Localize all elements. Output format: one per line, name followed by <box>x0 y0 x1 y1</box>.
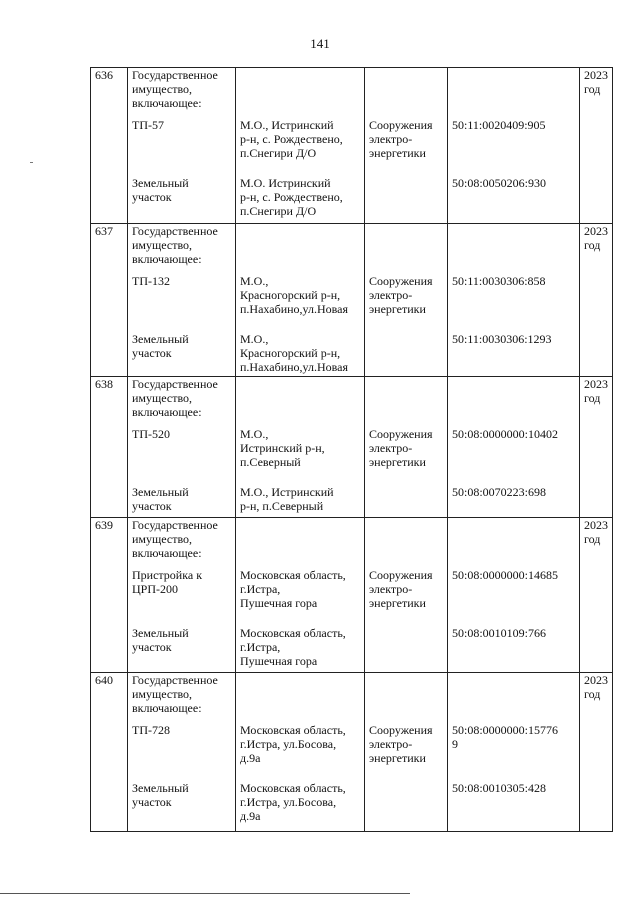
item-name <box>132 118 231 132</box>
text-line: 2023 <box>584 224 608 238</box>
text-line: Московская область, <box>240 568 346 582</box>
item-name <box>132 723 231 737</box>
item-address <box>240 723 360 765</box>
item-cadastral <box>452 781 575 795</box>
group-header <box>132 518 218 560</box>
text-line: Государственное <box>132 673 218 687</box>
text-line: включающее: <box>132 701 202 715</box>
year-cell <box>580 518 613 673</box>
text-line: участок <box>132 640 172 654</box>
text-line: включающее: <box>132 405 202 419</box>
item-name <box>132 485 231 513</box>
text-line: энергетики <box>369 596 426 610</box>
text-line: имущество, <box>132 391 193 405</box>
text-line: д.9а <box>240 751 261 765</box>
item-type <box>369 118 443 160</box>
address-cell <box>236 224 365 377</box>
text-line: Пушечная гора <box>240 596 318 610</box>
text-line: Земельный <box>132 781 189 795</box>
item-cadastral <box>452 568 575 582</box>
text-line: электро- <box>369 441 413 455</box>
text-line: 50:11:0030306:1293 <box>452 332 552 346</box>
text-line: электро- <box>369 132 413 146</box>
address-cell <box>236 673 365 832</box>
text-line: энергетики <box>369 146 426 160</box>
address-cell <box>236 377 365 518</box>
year-cell <box>580 377 613 518</box>
row-number: 640 <box>91 673 128 832</box>
text-line: 50:08:0010109:766 <box>452 626 547 640</box>
page-number: 141 <box>310 36 330 51</box>
text-line: Земельный <box>132 332 189 346</box>
item-type <box>369 723 443 765</box>
item-cadastral <box>452 427 575 441</box>
text-line: г.Истра, <box>240 582 281 596</box>
item-address <box>240 332 360 374</box>
text-line: Государственное <box>132 68 218 82</box>
text-line: Государственное <box>132 518 218 532</box>
text-line: год <box>584 391 601 405</box>
text-line: Земельный <box>132 626 189 640</box>
text-line: энергетики <box>369 302 426 316</box>
text-line: ТП-728 <box>132 723 170 737</box>
text-line: 2023 <box>584 673 608 687</box>
item-name-cell <box>128 224 236 377</box>
text-line: участок <box>132 346 172 360</box>
text-line: электро- <box>369 737 413 751</box>
text-line: Истринский р-н, <box>240 441 325 455</box>
text-line: 50:08:0000000:14685 <box>452 568 559 582</box>
text-line: энергетики <box>369 751 426 765</box>
year-cell <box>580 673 613 832</box>
item-address <box>240 427 360 469</box>
text-line: 50:08:0000000:15776 <box>452 723 559 737</box>
text-line: п.Нахабино,ул.Новая <box>240 302 349 316</box>
item-name <box>132 781 231 809</box>
table-row <box>91 518 613 673</box>
cadastral-cell <box>448 377 580 518</box>
text-line: 50:11:0020409:905 <box>452 118 546 132</box>
text-line: г.Истра, <box>240 640 281 654</box>
item-name-cell <box>128 673 236 832</box>
text-line: Государственное <box>132 377 218 391</box>
item-cadastral <box>452 274 575 288</box>
text-line: п.Северный <box>240 455 301 469</box>
text-line: Сооружения <box>369 427 433 441</box>
item-name <box>132 427 231 441</box>
cadastral-cell <box>448 518 580 673</box>
row-number: 639 <box>91 518 128 673</box>
text-line: М.О., <box>240 274 269 288</box>
text-line: Красногорский р-н, <box>240 288 341 302</box>
text-line: 2023 <box>584 518 608 532</box>
item-cadastral <box>452 723 575 751</box>
item-address <box>240 118 360 160</box>
year-cell <box>580 224 613 377</box>
row-number: 637 <box>91 224 128 377</box>
text-line: 50:08:0010305:428 <box>452 781 547 795</box>
text-line: М.О., Истринский <box>240 485 334 499</box>
text-line: имущество, <box>132 687 193 701</box>
text-line: Московская область, <box>240 626 346 640</box>
text-line: 9 <box>452 737 458 751</box>
item-name <box>132 568 231 596</box>
text-line: год <box>584 687 601 701</box>
item-type <box>369 427 443 469</box>
text-line: электро- <box>369 288 413 302</box>
text-line: М.О., <box>240 332 269 346</box>
text-line: п.Снегири Д/О <box>240 146 317 160</box>
text-line: г.Истра, ул.Босова, <box>240 737 337 751</box>
text-line: 50:08:0070223:698 <box>452 485 547 499</box>
item-name <box>132 332 231 360</box>
type-cell <box>365 673 448 832</box>
item-cadastral <box>452 118 575 132</box>
text-line: М.О. Истринский <box>240 176 331 190</box>
text-line: М.О., Истринский <box>240 118 334 132</box>
text-line: Пристройка к <box>132 568 203 582</box>
item-name <box>132 626 231 654</box>
text-line: р-н, с. Рождествено, <box>240 132 343 146</box>
type-cell <box>365 224 448 377</box>
item-name-cell <box>128 377 236 518</box>
group-header <box>132 68 218 110</box>
table-row <box>91 377 613 518</box>
cadastral-cell <box>448 224 580 377</box>
text-line: ТП-132 <box>132 274 170 288</box>
table-row <box>91 224 613 377</box>
text-line: включающее: <box>132 96 202 110</box>
text-line: участок <box>132 190 172 204</box>
text-line: включающее: <box>132 546 202 560</box>
text-line: электро- <box>369 582 413 596</box>
item-address <box>240 781 360 823</box>
text-line: ТП-57 <box>132 118 164 132</box>
item-cadastral <box>452 332 575 346</box>
item-name <box>132 176 231 204</box>
item-cadastral <box>452 626 575 640</box>
row-number: 636 <box>91 68 128 224</box>
text-line: ТП-520 <box>132 427 170 441</box>
text-line: М.О., <box>240 427 269 441</box>
text-line: имущество, <box>132 532 193 546</box>
text-line: Московская область, <box>240 781 346 795</box>
text-line: Сооружения <box>369 723 433 737</box>
item-type <box>369 568 443 610</box>
text-line: 2023 <box>584 68 608 82</box>
bottom-rule <box>0 893 410 894</box>
text-line: д.9а <box>240 809 261 823</box>
text-line: Пушечная гора <box>240 654 318 668</box>
text-line: Сооружения <box>369 274 433 288</box>
text-line: 50:08:0050206:930 <box>452 176 547 190</box>
text-line: участок <box>132 499 172 513</box>
text-line: энергетики <box>369 455 426 469</box>
item-cadastral <box>452 485 575 499</box>
item-type <box>369 274 443 316</box>
item-address <box>240 176 360 218</box>
group-header <box>132 224 218 266</box>
text-line: Земельный <box>132 176 189 190</box>
text-line: имущество, <box>132 82 193 96</box>
text-line: р-н, п.Северный <box>240 499 324 513</box>
scan-mark <box>30 162 33 163</box>
text-line: п.Нахабино,ул.Новая <box>240 360 349 374</box>
address-cell <box>236 68 365 224</box>
table-row <box>91 68 613 224</box>
item-address <box>240 485 360 513</box>
year-cell <box>580 68 613 224</box>
text-line: включающее: <box>132 252 202 266</box>
text-line: год <box>584 82 601 96</box>
type-cell <box>365 518 448 673</box>
item-address <box>240 274 360 316</box>
group-header <box>132 377 218 419</box>
table-row <box>91 673 613 832</box>
text-line: ЦРП-200 <box>132 582 179 596</box>
text-line: Красногорский р-н, <box>240 346 341 360</box>
item-address <box>240 626 360 668</box>
cadastral-cell <box>448 68 580 224</box>
text-line: Государственное <box>132 224 218 238</box>
item-address <box>240 568 360 610</box>
text-line: г.Истра, ул.Босова, <box>240 795 337 809</box>
text-line: Сооружения <box>369 568 433 582</box>
row-number: 638 <box>91 377 128 518</box>
item-cadastral <box>452 176 575 190</box>
group-header <box>132 673 218 715</box>
item-name-cell <box>128 68 236 224</box>
text-line: 50:11:0030306:858 <box>452 274 546 288</box>
text-line: 2023 <box>584 377 608 391</box>
text-line: 50:08:0000000:10402 <box>452 427 559 441</box>
property-registry-table <box>90 67 613 832</box>
type-cell <box>365 68 448 224</box>
cadastral-cell <box>448 673 580 832</box>
text-line: р-н, с. Рождествено, <box>240 190 343 204</box>
text-line: Сооружения <box>369 118 433 132</box>
text-line: год <box>584 238 601 252</box>
text-line: имущество, <box>132 238 193 252</box>
text-line: участок <box>132 795 172 809</box>
item-name-cell <box>128 518 236 673</box>
text-line: Московская область, <box>240 723 346 737</box>
type-cell <box>365 377 448 518</box>
text-line: год <box>584 532 601 546</box>
item-name <box>132 274 231 288</box>
text-line: п.Снегири Д/О <box>240 204 317 218</box>
text-line: Земельный <box>132 485 189 499</box>
address-cell <box>236 518 365 673</box>
